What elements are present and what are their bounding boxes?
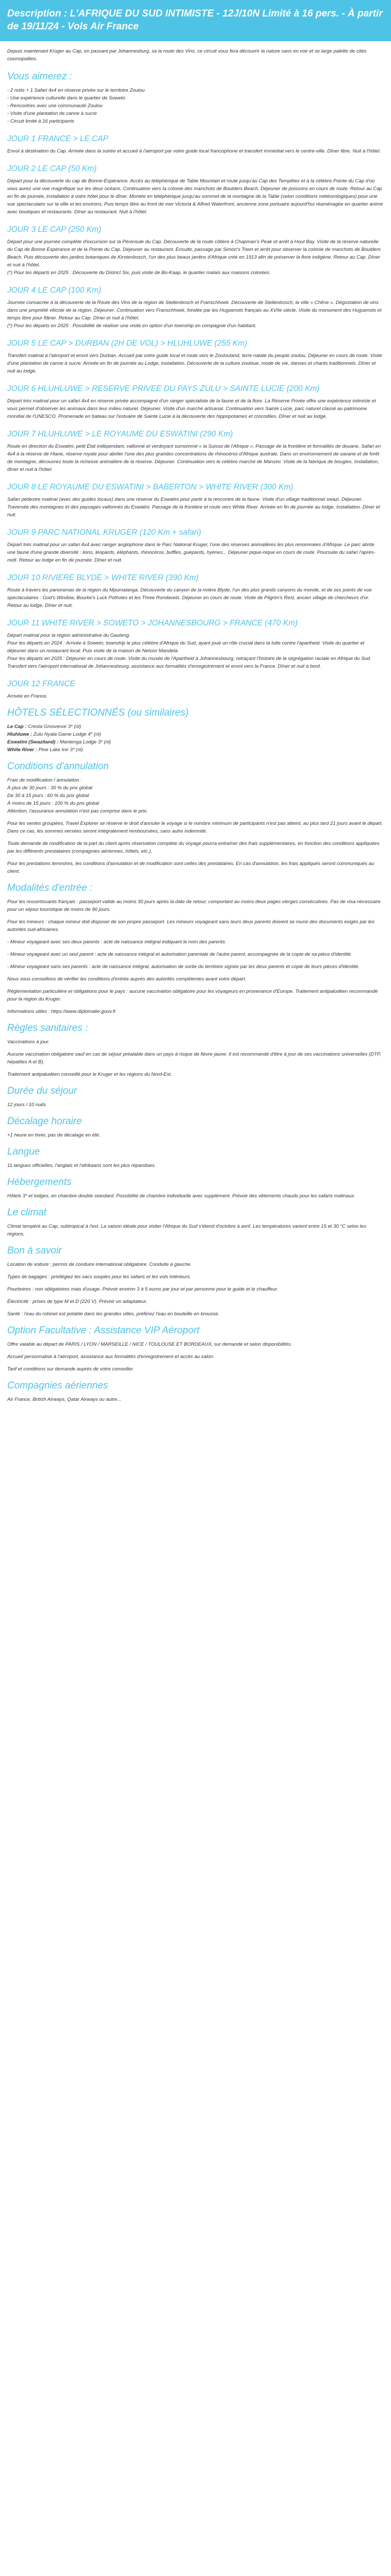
section-title-decalage: Décalage horaire bbox=[7, 1116, 82, 1127]
option-text: Tarif et conditions sur demande auprès de votre conseiller. bbox=[7, 1366, 134, 1372]
itinerary bbox=[7, 134, 384, 700]
day-title: JOUR 1 FRANCE > LE CAP bbox=[7, 134, 108, 143]
conditions-text: Frais de modification / annulation : À plus de 30 jours : 30 % du prix global De 30 à 15 jours : 60 % du prix global À moins de 15 jours : 100 % du prix global Attention, l'assurance annulation n'est pas comprise dans le prix. bbox=[7, 777, 148, 814]
day-text: Route à travers les panoramas de la région du Mpumalanga. Découverte du canyon de la rivière Blyde, l'un des plus grands canyons du monde, et de ses points de vue spectaculaires : God's Window, Bourke's Luck Potholes et les Three Rondavels. Déjeuner en cours de route. Visite de Pilgrim's Rest, ancien village de chercheurs d'or. Retour au lodge. Dîner et nuit. bbox=[7, 587, 372, 608]
intro-text: Depuis maintenant Kruger au Cap, en passant par Johannesburg, sa la route des Vins, ce circuit vous fera découvrir la nature sans en voir et se large palette de cités cosmopolites. bbox=[7, 48, 367, 62]
day-text: Départ matinal pour la région administrative du Gauteng. Pour les départs en 2024 : Arrivée à Soweto, township le plus célèbre d'Afrique du Sud, ayant joué un rôle crucial dans la lutte contre l'apartheid. Visite du quartier et déjeuner dans un restaurant local. Puis visite de la maison de Nelson Mandela. Pour les départs en 2025 : Déjeuner en cours de route. Visite du musée de l'Apartheid à Johannesbourg, retraçant l'histoire de la ségrégation raciale en Afrique du Sud. Transfert vers l'aéroport international de Johannesbourg, assistance aux formalités d'enregistrement et envol vers la France. Dîner et nuit à bord. bbox=[7, 633, 371, 669]
hotel-line bbox=[7, 738, 384, 746]
list-item: - Rencontres avec une communauté Zoulou bbox=[7, 103, 103, 109]
conditions-text: Pour les prestations terrestres, les conditions d'annulation et de modification sont celles des prestataires. En cas d'annulation, les frais appliqués seront communiqués au client. bbox=[7, 861, 374, 874]
day-text: Départ très matinal pour un safari 4x4 en réserve privée accompagné d'un ranger spécialiste de la faune et de la flore. La Réserve Privée offre une expérience intimiste et vous permet d'observer les animaux dans leur milieu naturel. Déjeuner. Visite d'un marché artisanal. Continuation vers Sainte Lucie, parc naturel classé au patrimoine mondial de l'UNESCO. Promenade en bateau sur l'estuaire de Sainte Lucie à la découverte des hippopotames et crocodiles. Dîner et nuit au lodge. bbox=[7, 398, 376, 419]
hotel-name: Pine Lake Inn 3* (nl) bbox=[38, 747, 83, 753]
hotel-name: Cresta Grosvenor 3* (nl) bbox=[28, 724, 82, 730]
section-title-climat: Le climat bbox=[7, 1207, 47, 1218]
section-title-compagnies: Compagnies aériennes bbox=[7, 1380, 108, 1391]
section-title-vous-aimerez: Vous aimerez : bbox=[7, 71, 73, 82]
hotel-location: Eswatini (Swaziland) : bbox=[7, 739, 59, 745]
formalites-text: Règlementation particulière et obligations pour le pays : aucune vaccination obligatoire pour les voyageurs en provenance d'Europe. Traitement antipaludéen recommandé pour la région du Kruger. bbox=[7, 989, 378, 1002]
section-title-regles: Règles sanitaires : bbox=[7, 1023, 88, 1033]
day-text: Départ pour la découverte du cap de Bonne-Espérance. Accès au téléphérique de Table Mountain et route jusqu'au Cap des Tempêtes et à la célèbre Pointe du Cap d'où vous aurez une vue magnifique sur les deux océans. Continuation vers la colonie des manchots de Boulders Beach. Déjeuner de poissons en cours de route. Retour au Cap en fin de journée, installation à votre hôtel pour le dîner. Montée en téléphérique jusqu'au sommet de la montagne de la Table (selon conditions météorologiques) pour une vue spectaculaire sur la ville et les environs. Puis temps libre au front de mer Victoria & Alfred Waterfront, ancienne zone portuaire aujourd'hui réaménagée en quartier animé avec boutiques et restaurants. Dîner au restaurant. Nuit à l'hôtel. bbox=[7, 178, 383, 215]
hotels-list bbox=[7, 723, 384, 754]
day-text: Départ très matinal pour un safari 4x4 avec ranger anglophone dans le Parc National Kruger, l'une des réserves animalières les plus renommées d'Afrique. Le parc abrite une faune d'une grande diversité : lions, léopards, éléphants, rhinocéros, buffles, guépards, hyènes... Déjeuner pique-nique en cours de route. Poursuite du safari l'après-midi. Retour au lodge en fin de journée. Dîner et nuit. bbox=[7, 542, 376, 563]
compagnies-text: Air France, British Airways, Qatar Airways ou autre... bbox=[7, 1397, 122, 1402]
conditions-text: Pour les ventes groupées, Travel Explorer se réserve le droit d'annuler le voyage si le nombre minimum de participants n'est pas atteint, au plus tard 21 jours avant le départ. Dans ce cas, les sommes versées seront intégralement remboursées, sans autre indemnité. bbox=[7, 821, 383, 834]
section-title-conditions: Conditions d'annulation bbox=[7, 761, 109, 772]
hotel-line bbox=[7, 723, 384, 731]
section-title-bon-savoir: Bon à savoir bbox=[7, 1245, 62, 1256]
formalites-text: Pour les mineurs : chaque mineur doit disposer de son propre passeport. Les mineurs voyageant sans leurs deux parents doivent se munir des documents exigés par les autorités sud-africaines. bbox=[7, 919, 374, 933]
langue-text: 11 langues officielles, l'anglais et l'afrikaans sont les plus répandues. bbox=[7, 1163, 156, 1168]
regles-text: Traitement antipaludéen conseillé pour le Kruger et les régions du Nord-Est. bbox=[7, 1072, 172, 1077]
section-title-hotels: HÔTELS SÉLECTIONNÉS (ou similaires) bbox=[7, 707, 189, 718]
list-item: - Visite d'une plantation de canne à sucre bbox=[7, 111, 97, 116]
hebergements-text: Hôtels 3* et lodges, en chambre double standard. Possibilité de chambre individuelle avec supplément. Prévoir des vêtements chauds pour les safaris matinaux. bbox=[7, 1193, 355, 1199]
hotel-name: Mantenga Lodge 3* (nl) bbox=[59, 739, 111, 745]
climat-text: Climat tempéré au Cap, subtropical à l'est. La saison idéale pour visiter l'Afrique du Sud s'étend d'octobre à avril. Les températures varient entre 15 et 30 °C selon les régions. bbox=[7, 1224, 366, 1237]
section-title-duree: Durée du séjour bbox=[7, 1086, 77, 1096]
section-title-langue: Langue bbox=[7, 1146, 40, 1157]
list-item: - 2 nuits + 1 Safari 4x4 en réserve privée sur le territoire Zoulou bbox=[7, 88, 145, 93]
option-text: Accueil personnalisé à l'aéroport, assistance aux formalités d'enregistrement et accès au salon. bbox=[7, 1354, 215, 1360]
hotel-location: Hluhluwe : bbox=[7, 732, 32, 737]
hotel-location: Le Cap : bbox=[7, 724, 27, 730]
list-item: - Une expérience culturelle dans le quartier de Soweto bbox=[7, 95, 125, 101]
page-title: Description : L'AFRIQUE DU SUD INTIMISTE - 12J/10N Limité à 16 pers. - À partir de 19/11/24 - Vols Air France bbox=[7, 8, 383, 32]
bon-savoir-text: Santé : l'eau du robinet est potable dans les grandes villes, préférez l'eau en bouteille en brousse. bbox=[7, 1311, 220, 1317]
day-text: Envol à destination du Cap. Arrivée dans la soirée et accueil à l'aéroport par votre guide local francophone et transfert immédiat vers le centre-ville. Dîner libre. Nuit à l'hôtel. bbox=[7, 148, 381, 154]
bon-savoir-text: Location de voiture : permis de conduire international obligatoire. Conduite à gauche. bbox=[7, 1262, 192, 1267]
decalage-text: +1 heure en hiver, pas de décalage en été. bbox=[7, 1132, 101, 1138]
hotel-location: White River : bbox=[7, 747, 38, 753]
day-title: JOUR 4 LE CAP (100 Km) bbox=[7, 286, 102, 295]
day-title: JOUR 3 LE CAP (250 Km) bbox=[7, 225, 102, 234]
formalites-text: Nous vous conseillons de vérifier les conditions d'entrée auprès des autorités compétentes avant votre départ. bbox=[7, 976, 247, 982]
hotel-name: Zulu Nyala Game Lodge 4* (nl) bbox=[33, 732, 101, 737]
formalites-text: Pour les ressortissants français : passeport valide au moins 30 jours après la date de retour, comportant au moins deux pages vierges consécutives. Pas de visa nécessaire pour un séjour touristique de moins de 90 jours. bbox=[7, 899, 381, 912]
day-title: JOUR 9 PARC NATIONAL KRUGER (120 Km + safari) bbox=[7, 528, 201, 537]
section-title-hebergements: Hébergements bbox=[7, 1177, 72, 1188]
section-title-option: Option Facultative : Assistance VIP Aéroport bbox=[7, 1325, 200, 1336]
vous-aimerez-list bbox=[7, 87, 384, 125]
formalites-text: - Mineur voyageant sans ses parents : acte de naissance intégral, autorisation de sortie du territoire signée par les deux parents et copie de leurs pièces d'identité. bbox=[7, 964, 360, 970]
conditions-text: Toute demande de modification de la part du client après réservation complète du voyage pourra entraîner des frais supplémentaires, en fonction des conditions appliquées par les différents prestataires (compagnies aériennes, hôtels, etc.). bbox=[7, 841, 380, 854]
list-item: - Circuit limité à 16 participants bbox=[7, 118, 74, 124]
hotel-line bbox=[7, 746, 384, 754]
day-title: JOUR 6 HLUHLUWE > RESERVE PRIVEE DU PAYS ZULU > SAINTE LUCIE (200 Km) bbox=[7, 384, 320, 393]
day-text: Safari pédestre matinal (avec des guides locaux) dans une réserve du Eswatini pour partir à la rencontre de la faune. Visite d'un village traditionnel swazi. Déjeuner. Traversée des montagnes et des paysages vallonnés du Eswatini. Passage de la frontière et route vers White River. Arrivée en fin de journée au lodge. Installation. Dîner et nuit. bbox=[7, 497, 380, 518]
day-text: Route en direction du Eswatini, petit État indépendant, vallonné et verdoyant surnommé « la Suisse de l'Afrique ». Passage de la frontière et formalités de douane. Safari en 4x4 à la réserve de Hlane, réserve royale pour abriter l'une des plus grandes concentrations de rhinocéros d'Afrique australe. Dans un environnement de savane et de forêt de montagne, découvrez toute la richesse animalière de la réserve. Déjeuner. Continuation vers le célèbre marché de Manzini. Visite de la fabrique de bougies. Installation, dîner et nuit à l'hôtel. bbox=[7, 444, 381, 472]
regles-text: Aucune vaccination obligatoire sauf en cas de séjour préalable dans un pays à risque de fièvre jaune. Il est recommandé d'être à jour de ses vaccinations universelles (DTP, hépatites A et B). bbox=[7, 1052, 381, 1065]
day-text: Transfert matinal à l'aéroport et envol vers Durban. Accueil par votre guide local et route vers le Zoulouland, terre natale du peuple zoulou. Déjeuner en cours de route. Visite d'une plantation de canne à sucre. Arrivée en fin de journée au Lodge, installation. Découverte de la culture zouloue, mode de vie, danses et chants traditionnels. Dîner et nuit au lodge. bbox=[7, 353, 382, 374]
formalites-text: - Mineur voyageant avec un seul parent : acte de naissance intégral et autorisation parentale de l'autre parent, accompagnée de la copie de sa pièce d'identité. bbox=[7, 952, 352, 957]
duree-text: 12 jours / 10 nuits bbox=[7, 1102, 46, 1108]
main-content bbox=[0, 41, 391, 1403]
day-title: JOUR 5 LE CAP > DURBAN (2H DE VOL) > HLUHLUWE (255 Km) bbox=[7, 339, 248, 348]
day-title: JOUR 7 HLUHLUWE > LE ROYAUME DU ESWATINI (290 Km) bbox=[7, 430, 233, 438]
day-text: Départ pour une journée complète d'excursion sur la Péninsule du Cap. Découverte de la route côtière à Chapman's Peak et arrêt à Hout Bay. Visite de la réserve naturelle du Cap de Bonne Espérance et de la Pointe du Cap. Déjeuner au restaurant. Ensuite, passage par Simon's Town et arrêt pour observer la colonie de manchots de Boulders Beach. Puis découverte des jardins botaniques de Kirstenbosch, l'un des plus beaux jardins d'Afrique créé en 1913 afin de préserver la flore indigène. Retour au Cap. Dîner et nuit à l'hôtel. (*) Pour les départs en 2025 : Découverte du District Six, puis visite de Bo-Kaap, le quartier malais aux maisons colorées. bbox=[7, 239, 381, 276]
formalites-text: - Mineur voyageant avec ses deux parents : acte de naissance intégral indiquant le nom des parents. bbox=[7, 939, 226, 945]
formalites-text: Informations utiles : https://www.diplomatie.gouv.fr bbox=[7, 1009, 116, 1014]
option-text: Offre valable au départ de PARIS / LYON / MARSEILLE / NICE / TOULOUSE ET BORDEAUX, sur demande et selon disponibilités. bbox=[7, 1342, 292, 1347]
bon-savoir-text: Pourboires : non obligatoires mais d'usage. Prévoir environ 3 à 5 euros par jour et par personne pour le guide et le chauffeur. bbox=[7, 1286, 279, 1292]
section-title-formalites: Modalités d'entrée : bbox=[7, 883, 93, 893]
regles-text: Vaccinations à jour. bbox=[7, 1039, 50, 1045]
day-text: Journée consacrée à la découverte de la Route des Vins de la région de Stellenbosch et Franschhoek. Découverte de Stellenbosch, la ville « Chêne ». Dégustation de vins dans une propriété viticole de la région. Déjeuner. Continuation vers Franschhoek, fondée par les Huguenots français au XVIIe siècle. Visite du monument des Huguenots et temps libre pour flâner. Retour au Cap. Dîner et nuit à l'hôtel. (*) Pour les départs en 2025 : Possibilité de réaliser une visite en option d'un township en compagnie d'un habitant. bbox=[7, 300, 382, 329]
hotel-line bbox=[7, 731, 384, 738]
day-text: Arrivée en France. bbox=[7, 693, 48, 699]
day-title: JOUR 2 LE CAP (50 Km) bbox=[7, 164, 97, 173]
day-title: JOUR 10 RIVIERE BLYDE > WHITE RIVER (390 Km) bbox=[7, 573, 199, 582]
day-title: JOUR 8 LE ROYAUME DU ESWATINI > BABERTON > WHITE RIVER (300 Km) bbox=[7, 483, 294, 492]
bon-savoir-text: Électricité : prises de type M et D (220 V). Prévoir un adaptateur. bbox=[7, 1299, 148, 1304]
day-title: JOUR 11 WHITE RIVER > SOWETO > JOHANNESBOURG > FRANCE (470 Km) bbox=[7, 619, 298, 628]
bon-savoir-text: Types de bagages : privilégiez les sacs souples pour les safaris et les vols intérieurs. bbox=[7, 1274, 191, 1280]
header-banner bbox=[0, 0, 391, 41]
day-title: JOUR 12 FRANCE bbox=[7, 680, 75, 688]
